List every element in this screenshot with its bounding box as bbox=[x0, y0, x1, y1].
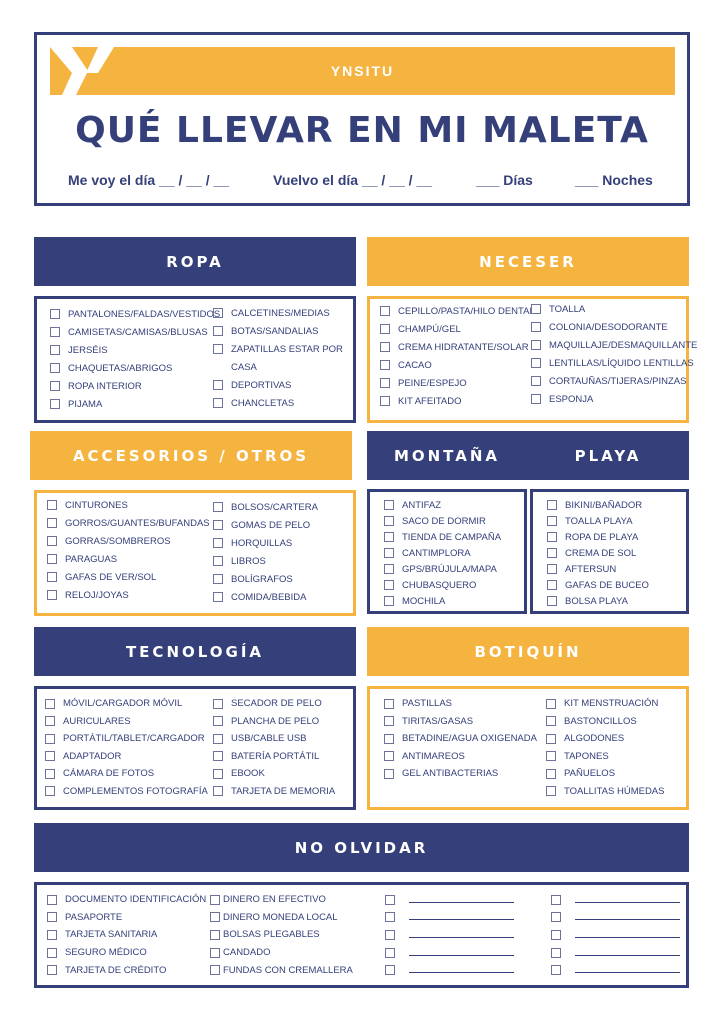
list-item[interactable]: ALGODONES bbox=[546, 730, 664, 748]
checkbox[interactable] bbox=[45, 786, 55, 796]
list-item[interactable]: PARAGUAS bbox=[47, 550, 210, 568]
list-item[interactable]: BOLSA PLAYA bbox=[547, 593, 649, 609]
checkbox[interactable] bbox=[213, 308, 223, 318]
blank-list-item[interactable] bbox=[385, 944, 514, 962]
list-item[interactable]: TARJETA SANITARIA bbox=[47, 926, 206, 944]
checkbox[interactable] bbox=[213, 380, 223, 390]
list-item[interactable]: BATERÍA PORTÁTIL bbox=[213, 748, 335, 766]
checkbox[interactable] bbox=[546, 734, 556, 744]
list-item[interactable]: GEL ANTIBACTERIAS bbox=[384, 765, 537, 783]
section-header-accesorios: ACCESORIOS / OTROS bbox=[30, 431, 352, 480]
checkbox[interactable] bbox=[384, 500, 394, 510]
list-accesorios-col1 bbox=[47, 496, 210, 604]
section-header-neceser: NECESER bbox=[367, 237, 689, 286]
write-line[interactable] bbox=[575, 950, 680, 956]
blank-list-item[interactable] bbox=[385, 891, 514, 909]
list-item[interactable]: ANTIFAZ bbox=[384, 497, 501, 513]
list-item[interactable]: HORQUILLAS bbox=[213, 534, 318, 552]
checkbox[interactable] bbox=[531, 304, 541, 314]
checkbox[interactable] bbox=[47, 518, 57, 528]
write-line[interactable] bbox=[409, 950, 514, 956]
list-item[interactable]: TARJETA DE CRÉDITO bbox=[47, 961, 206, 979]
section-header-montana-playa bbox=[367, 431, 689, 480]
list-item[interactable]: GAFAS DE BUCEO bbox=[547, 577, 649, 593]
write-line[interactable] bbox=[575, 967, 680, 973]
checkbox[interactable] bbox=[213, 556, 223, 566]
section-header-no-olvidar: NO OLVIDAR bbox=[34, 823, 689, 872]
list-item[interactable]: COMIDA/BEBIDA bbox=[213, 588, 318, 606]
list-tecnologia-col2 bbox=[213, 695, 335, 800]
list-item[interactable]: BASTONCILLOS bbox=[546, 713, 664, 731]
list-item[interactable]: JERSÉIS bbox=[50, 341, 220, 359]
checkbox[interactable] bbox=[213, 699, 223, 709]
checkbox[interactable] bbox=[47, 572, 57, 582]
checkbox[interactable] bbox=[213, 344, 223, 354]
checkbox[interactable] bbox=[213, 769, 223, 779]
list-item[interactable]: DINERO EN EFECTIVO bbox=[210, 891, 353, 909]
list-item[interactable]: SACO DE DORMIR bbox=[384, 513, 501, 529]
list-item[interactable]: CREMA HIDRATANTE/SOLAR bbox=[380, 338, 535, 356]
checkbox[interactable] bbox=[547, 564, 557, 574]
checkbox[interactable] bbox=[547, 500, 557, 510]
checkbox[interactable] bbox=[384, 596, 394, 606]
list-item[interactable]: MOCHILA bbox=[384, 593, 501, 609]
blank-list-item[interactable] bbox=[551, 926, 680, 944]
list-item[interactable]: CANTIMPLORA bbox=[384, 545, 501, 561]
checkbox[interactable] bbox=[546, 716, 556, 726]
list-tecnologia-col1 bbox=[45, 695, 208, 800]
checkbox[interactable] bbox=[50, 381, 60, 391]
checkbox[interactable] bbox=[50, 327, 60, 337]
checkbox[interactable] bbox=[547, 580, 557, 590]
list-item[interactable]: BOLSOS/CARTERA bbox=[213, 498, 318, 516]
list-item[interactable]: BETADINE/AGUA OXIGENADA bbox=[384, 730, 537, 748]
checkbox[interactable] bbox=[213, 716, 223, 726]
checkbox[interactable] bbox=[45, 769, 55, 779]
checkbox[interactable] bbox=[384, 516, 394, 526]
list-item[interactable]: MAQUILLAJE/DESMAQUILLANTE bbox=[531, 336, 697, 354]
list-item[interactable]: CHAQUETAS/ABRIGOS bbox=[50, 359, 220, 377]
list-montana bbox=[384, 497, 501, 609]
checkbox[interactable] bbox=[531, 340, 541, 350]
list-item[interactable]: CAMISETAS/CAMISAS/BLUSAS bbox=[50, 323, 220, 341]
checkbox[interactable] bbox=[546, 769, 556, 779]
checkbox[interactable] bbox=[385, 912, 395, 922]
checkbox[interactable] bbox=[380, 342, 390, 352]
checkbox[interactable] bbox=[385, 948, 395, 958]
checkbox[interactable] bbox=[210, 930, 220, 940]
checkbox[interactable] bbox=[531, 358, 541, 368]
list-item[interactable]: PAÑUELOS bbox=[546, 765, 664, 783]
checkbox[interactable] bbox=[385, 965, 395, 975]
list-item[interactable]: CREMA DE SOL bbox=[547, 545, 649, 561]
write-line[interactable] bbox=[409, 932, 514, 938]
checkbox[interactable] bbox=[547, 548, 557, 558]
checkbox[interactable] bbox=[213, 326, 223, 336]
checkbox[interactable] bbox=[551, 965, 561, 975]
list-item[interactable]: PIJAMA bbox=[50, 395, 220, 413]
checkbox[interactable] bbox=[384, 532, 394, 542]
section-header-botiquin: BOTIQUÍN bbox=[367, 627, 689, 676]
write-line[interactable] bbox=[575, 932, 680, 938]
checkbox[interactable] bbox=[380, 360, 390, 370]
checkbox[interactable] bbox=[384, 548, 394, 558]
checkbox[interactable] bbox=[380, 306, 390, 316]
checkbox[interactable] bbox=[50, 399, 60, 409]
checkbox[interactable] bbox=[213, 751, 223, 761]
checkbox[interactable] bbox=[45, 751, 55, 761]
list-ropa-col1 bbox=[50, 305, 220, 413]
list-item[interactable]: GOMAS DE PELO bbox=[213, 516, 318, 534]
list-item[interactable]: LENTILLAS/LÍQUIDO LENTILLAS bbox=[531, 354, 697, 372]
list-item[interactable]: DOCUMENTO IDENTIFICACIÓN bbox=[47, 891, 206, 909]
list-item[interactable]: AURICULARES bbox=[45, 713, 208, 731]
page-title: QUÉ LLEVAR EN MI MALETA bbox=[75, 110, 649, 151]
checkbox[interactable] bbox=[47, 930, 57, 940]
checkbox[interactable] bbox=[380, 378, 390, 388]
playa-title: PLAYA bbox=[574, 446, 642, 465]
days-field: ___ Días bbox=[476, 172, 533, 188]
checkbox[interactable] bbox=[551, 930, 561, 940]
checkbox[interactable] bbox=[47, 948, 57, 958]
list-playa bbox=[547, 497, 649, 609]
list-no-olvidar-col2 bbox=[210, 891, 353, 979]
list-item[interactable]: ZAPATILLAS ESTAR POR bbox=[213, 340, 343, 358]
list-item[interactable]: TOALLITAS HÚMEDAS bbox=[546, 783, 664, 801]
list-item[interactable]: USB/CABLE USB bbox=[213, 730, 335, 748]
checkbox[interactable] bbox=[384, 699, 394, 709]
checkbox[interactable] bbox=[546, 786, 556, 796]
list-item[interactable]: RELOJ/JOYAS bbox=[47, 586, 210, 604]
list-item[interactable]: PANTALONES/FALDAS/VESTIDOS bbox=[50, 305, 220, 323]
checkbox[interactable] bbox=[213, 520, 223, 530]
list-item[interactable]: TOALLA bbox=[531, 300, 697, 318]
checkbox[interactable] bbox=[384, 716, 394, 726]
checkbox[interactable] bbox=[531, 322, 541, 332]
list-item[interactable]: BIKINI/BAÑADOR bbox=[547, 497, 649, 513]
checkbox[interactable] bbox=[210, 948, 220, 958]
checkbox[interactable] bbox=[45, 734, 55, 744]
checkbox[interactable] bbox=[213, 538, 223, 548]
checkbox[interactable] bbox=[213, 786, 223, 796]
blank-list-item[interactable] bbox=[551, 961, 680, 979]
list-item[interactable]: GPS/BRÚJULA/MAPA bbox=[384, 561, 501, 577]
checkbox[interactable] bbox=[50, 363, 60, 373]
list-neceser-col1 bbox=[380, 302, 535, 410]
checkbox[interactable] bbox=[384, 769, 394, 779]
list-item[interactable]: ADAPTADOR bbox=[45, 748, 208, 766]
list-item[interactable]: TAPONES bbox=[546, 748, 664, 766]
checkbox[interactable] bbox=[385, 930, 395, 940]
checkbox[interactable] bbox=[384, 751, 394, 761]
list-item[interactable]: PLANCHA DE PELO bbox=[213, 713, 335, 731]
list-item[interactable]: CÁMARA DE FOTOS bbox=[45, 765, 208, 783]
checkbox[interactable] bbox=[551, 948, 561, 958]
list-item[interactable]: PASAPORTE bbox=[47, 909, 206, 927]
blank-list-item[interactable] bbox=[551, 891, 680, 909]
checkbox[interactable] bbox=[384, 734, 394, 744]
checkbox[interactable] bbox=[47, 590, 57, 600]
list-item[interactable]: GORROS/GUANTES/BUFANDAS bbox=[47, 514, 210, 532]
list-item[interactable]: CALCETINES/MEDIAS bbox=[213, 304, 343, 322]
checkbox[interactable] bbox=[531, 394, 541, 404]
checkbox[interactable] bbox=[384, 564, 394, 574]
list-item[interactable]: TIRITAS/GASAS bbox=[384, 713, 537, 731]
list-item[interactable]: CHAMPÚ/GEL bbox=[380, 320, 535, 338]
section-header-tecnologia: TECNOLOGÍA bbox=[34, 627, 356, 676]
checkbox[interactable] bbox=[210, 965, 220, 975]
list-item[interactable]: CORTAUÑAS/TIJERAS/PINZAS bbox=[531, 372, 697, 390]
write-line[interactable] bbox=[409, 914, 514, 920]
write-line[interactable] bbox=[575, 914, 680, 920]
checkbox[interactable] bbox=[547, 532, 557, 542]
checkbox[interactable] bbox=[384, 580, 394, 590]
montana-title: MONTAÑA bbox=[393, 446, 501, 465]
checkbox[interactable] bbox=[380, 324, 390, 334]
return-date: Vuelvo el día __ / __ / __ bbox=[273, 172, 433, 188]
list-item[interactable]: EBOOK bbox=[213, 765, 335, 783]
checkbox[interactable] bbox=[380, 396, 390, 406]
checkbox[interactable] bbox=[47, 912, 57, 922]
list-item[interactable]: KIT MENSTRUACIÓN bbox=[546, 695, 664, 713]
section-header-ropa: ROPA bbox=[34, 237, 356, 286]
list-item[interactable]: PORTÁTIL/TABLET/CARGADOR bbox=[45, 730, 208, 748]
list-botiquin-col1 bbox=[384, 695, 537, 783]
blank-list-item[interactable] bbox=[385, 926, 514, 944]
list-item[interactable]: COMPLEMENTOS FOTOGRAFÍA bbox=[45, 783, 208, 801]
list-item[interactable]: SECADOR DE PELO bbox=[213, 695, 335, 713]
list-neceser-col2 bbox=[531, 300, 697, 408]
list-item[interactable]: CANDADO bbox=[210, 944, 353, 962]
checkbox[interactable] bbox=[213, 734, 223, 744]
blank-list-item[interactable] bbox=[385, 961, 514, 979]
list-item[interactable]: ANTIMAREOS bbox=[384, 748, 537, 766]
list-item[interactable]: KIT AFEITADO bbox=[380, 392, 535, 410]
depart-date: Me voy el día __ / __ / __ bbox=[68, 172, 230, 188]
list-item[interactable]: GORRAS/SOMBREROS bbox=[47, 532, 210, 550]
checkbox[interactable] bbox=[50, 345, 60, 355]
checkbox[interactable] bbox=[547, 516, 557, 526]
list-item[interactable]: CACAO bbox=[380, 356, 535, 374]
list-item[interactable]: TIENDA DE CAMPAÑA bbox=[384, 529, 501, 545]
checkbox[interactable] bbox=[551, 895, 561, 905]
list-item[interactable]: PEINE/ESPEJO bbox=[380, 374, 535, 392]
blank-list-item[interactable] bbox=[551, 909, 680, 927]
nights-field: ___ Noches bbox=[575, 172, 653, 188]
checkbox[interactable] bbox=[45, 699, 55, 709]
list-item[interactable]: COLONIA/DESODORANTE bbox=[531, 318, 697, 336]
list-item[interactable]: CEPILLO/PASTA/HILO DENTAL bbox=[380, 302, 535, 320]
checkbox[interactable] bbox=[210, 912, 220, 922]
checkbox[interactable] bbox=[551, 912, 561, 922]
list-item[interactable]: SEGURO MÉDICO bbox=[47, 944, 206, 962]
list-item-continuation: CASA bbox=[231, 361, 257, 373]
checkbox[interactable] bbox=[547, 596, 557, 606]
list-item[interactable]: ROPA INTERIOR bbox=[50, 377, 220, 395]
checkbox[interactable] bbox=[47, 895, 57, 905]
list-accesorios-col2 bbox=[213, 498, 318, 606]
checkbox[interactable] bbox=[213, 592, 223, 602]
checkbox[interactable] bbox=[213, 574, 223, 584]
list-item[interactable]: CHANCLETAS bbox=[213, 394, 343, 412]
checkbox[interactable] bbox=[385, 895, 395, 905]
blank-list-item[interactable] bbox=[551, 944, 680, 962]
checkbox[interactable] bbox=[531, 376, 541, 386]
list-item[interactable]: TOALLA PLAYA bbox=[547, 513, 649, 529]
checkbox[interactable] bbox=[47, 554, 57, 564]
list-item[interactable]: LIBROS bbox=[213, 552, 318, 570]
checkbox[interactable] bbox=[50, 309, 60, 319]
brand-bar bbox=[50, 47, 675, 95]
brand-name: YNSITU bbox=[330, 63, 395, 79]
blank-list-item[interactable] bbox=[385, 909, 514, 927]
list-item[interactable]: GAFAS DE VER/SOL bbox=[47, 568, 210, 586]
list-item[interactable]: CHUBASQUERO bbox=[384, 577, 501, 593]
write-line[interactable] bbox=[575, 897, 680, 903]
list-no-olvidar-blank-col3 bbox=[385, 891, 514, 979]
list-item[interactable]: BOLÍGRAFOS bbox=[213, 570, 318, 588]
list-botiquin-col2 bbox=[546, 695, 664, 800]
checkbox[interactable] bbox=[213, 398, 223, 408]
checkbox[interactable] bbox=[45, 716, 55, 726]
checkbox[interactable] bbox=[47, 500, 57, 510]
list-item[interactable]: TARJETA DE MEMORIA bbox=[213, 783, 335, 801]
list-item[interactable]: ESPONJA bbox=[531, 390, 697, 408]
list-no-olvidar-blank-col4 bbox=[551, 891, 680, 979]
list-item[interactable]: PASTILLAS bbox=[384, 695, 537, 713]
list-ropa-col2 bbox=[213, 304, 343, 412]
list-item[interactable]: AFTERSUN bbox=[547, 561, 649, 577]
list-item[interactable]: DEPORTIVAS bbox=[213, 376, 343, 394]
list-item[interactable]: MÓVIL/CARGADOR MÓVIL bbox=[45, 695, 208, 713]
checkbox[interactable] bbox=[47, 965, 57, 975]
list-item[interactable]: FUNDAS CON CREMALLERA bbox=[210, 961, 353, 979]
checkbox[interactable] bbox=[546, 699, 556, 709]
checkbox[interactable] bbox=[47, 536, 57, 546]
write-line[interactable] bbox=[409, 967, 514, 973]
list-item[interactable]: BOTAS/SANDALIAS bbox=[213, 322, 343, 340]
list-item[interactable]: ROPA DE PLAYA bbox=[547, 529, 649, 545]
checkbox[interactable] bbox=[546, 751, 556, 761]
checkbox[interactable] bbox=[213, 502, 223, 512]
checkbox[interactable] bbox=[210, 895, 220, 905]
write-line[interactable] bbox=[409, 897, 514, 903]
list-item[interactable]: BOLSAS PLEGABLES bbox=[210, 926, 353, 944]
list-item[interactable]: CINTURONES bbox=[47, 496, 210, 514]
list-item[interactable]: DINERO MONEDA LOCAL bbox=[210, 909, 353, 927]
list-no-olvidar-col1 bbox=[47, 891, 206, 979]
